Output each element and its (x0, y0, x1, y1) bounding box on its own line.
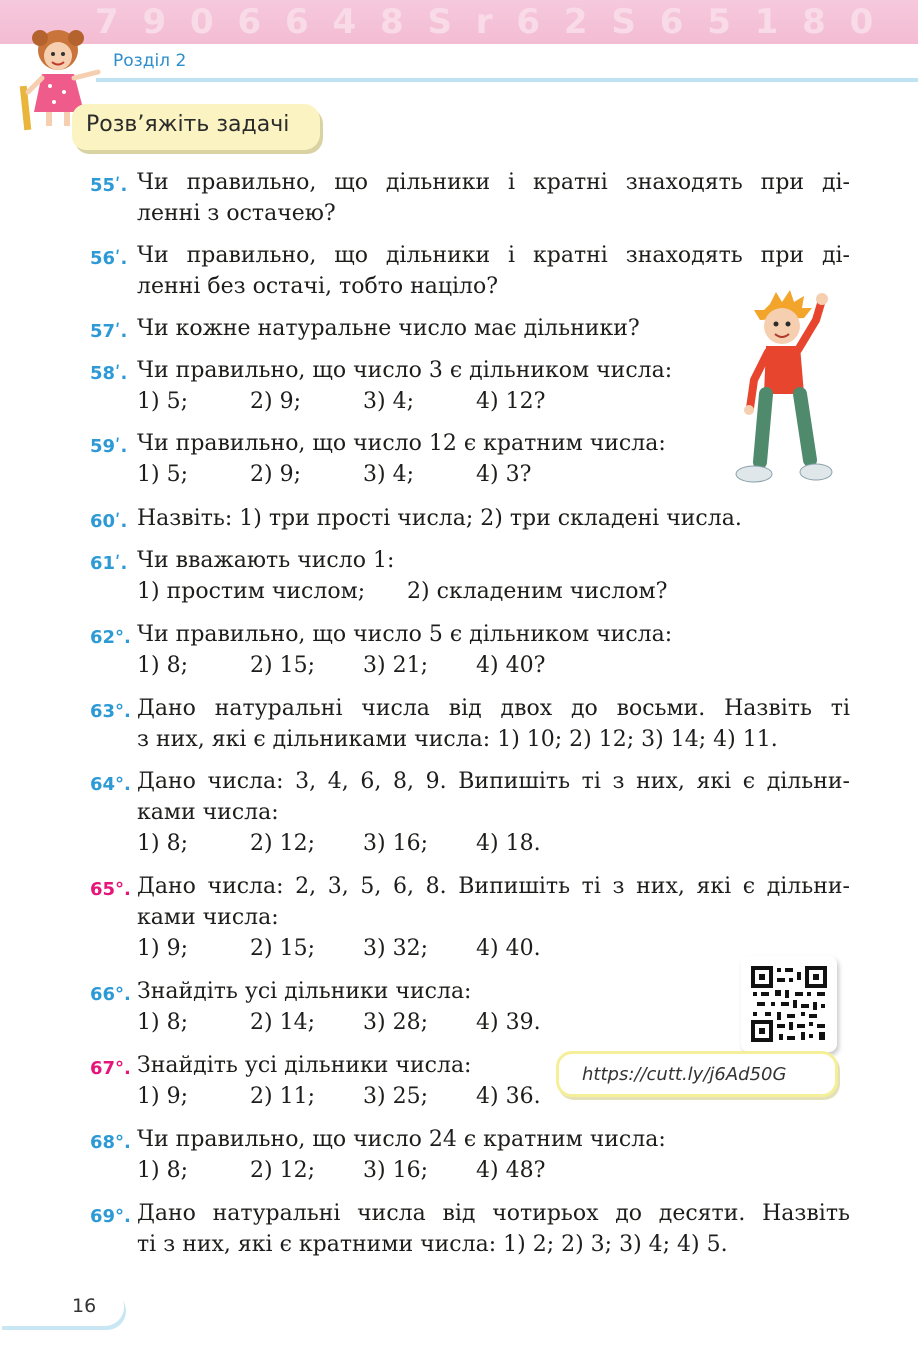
task-number: 57ʹ. (90, 321, 128, 342)
task-68 (90, 1124, 850, 1186)
task-text: Чи вважають число 1: (137, 548, 395, 573)
task-options (137, 650, 850, 681)
boy-waving-illustration-icon (730, 290, 840, 490)
task-option: 4) 12? (476, 389, 546, 414)
task-option: 1) 8; (137, 831, 188, 856)
task-number: 56ʹ. (90, 248, 128, 269)
task-text: 1) простим числом; 2) складеним числом? (137, 579, 668, 604)
task-option: 4) 3? (476, 462, 532, 487)
task-text: ті з них, які є кратними числа: 1) 2; 2) 3; 3) 4; 4) 5. (137, 1232, 728, 1257)
qr-code-icon (741, 956, 837, 1052)
task-option: 3) 28; (363, 1010, 428, 1035)
section-label: Розділ 2 (113, 51, 187, 71)
tasks-banner-title: Розв’яжіть задачі (86, 112, 290, 137)
qr-code-card[interactable] (741, 956, 837, 1052)
task-option: 3) 21; (363, 653, 428, 678)
task-option: 3) 4; (363, 389, 414, 414)
task-option: 4) 48? (476, 1158, 546, 1183)
task-option: 1) 5; (137, 462, 188, 487)
resource-link[interactable]: https://cutt.ly/j6Ad50G (582, 1064, 787, 1085)
task-text: Чи правильно, що дільники і кратні знаходять при ді- (137, 243, 850, 268)
task-65 (90, 871, 850, 964)
task-number: 58ʹ. (90, 363, 128, 384)
task-text: ками числа: (137, 800, 279, 825)
task-option: 4) 18. (476, 831, 541, 856)
task-text: Чи правильно, що число 12 є кратним числа: (137, 431, 666, 456)
task-text: Дано числа: 3, 4, 6, 8, 9. Випишіть ті з них, які є дільни- (137, 769, 850, 794)
task-number: 60ʹ. (90, 511, 128, 532)
task-60 (90, 503, 850, 534)
task-option: 1) 8; (137, 1010, 188, 1035)
task-62 (90, 619, 850, 681)
task-text: Чи правильно, що число 3 є дільником числа: (137, 358, 673, 383)
task-option: 4) 40. (476, 936, 541, 961)
task-option: 4) 36. (476, 1084, 541, 1109)
task-text: Дано натуральні числа від чотирьох до десяти. Назвіть (137, 1201, 850, 1226)
task-option: 1) 5; (137, 389, 188, 414)
task-option: 1) 8; (137, 653, 188, 678)
task-61 (90, 545, 850, 607)
task-number: 55ʹ. (90, 175, 128, 196)
task-option: 4) 39. (476, 1010, 541, 1035)
task-number: 65°. (90, 879, 131, 900)
task-number: 61ʹ. (90, 553, 128, 574)
task-63 (90, 693, 850, 755)
task-option: 3) 4; (363, 462, 414, 487)
task-55 (90, 167, 850, 229)
header-decorative-digits: 7 9 0 6 6 4 8 S r 6 2 S 6 5 1 8 0 (95, 2, 880, 42)
task-text: Назвіть: 1) три прості числа; 2) три складені числа. (137, 506, 742, 531)
page-number-tab (0, 1288, 124, 1326)
task-text: ленні з остачею? (137, 201, 336, 226)
task-69 (90, 1198, 850, 1260)
task-text: Знайдіть усі дільники числа: (137, 1053, 472, 1078)
task-number: 63°. (90, 701, 131, 722)
task-option: 3) 16; (363, 831, 428, 856)
task-option: 2) 9; (250, 462, 301, 487)
task-option: 3) 32; (363, 936, 428, 961)
task-option: 2) 9; (250, 389, 301, 414)
task-64 (90, 766, 850, 859)
task-text: Знайдіть усі дільники числа: (137, 979, 472, 1004)
task-number: 69°. (90, 1206, 131, 1227)
task-text: Дано натуральні числа від двох до восьми. Назвіть ті (137, 696, 850, 721)
task-options (137, 828, 850, 859)
task-option: 1) 9; (137, 1084, 188, 1109)
task-text: Чи правильно, що число 24 є кратним числа: (137, 1127, 666, 1152)
task-option: 2) 12; (250, 1158, 315, 1183)
task-options (137, 1155, 850, 1186)
task-text: Чи правильно, що дільники і кратні знаходять при ді- (137, 170, 850, 195)
task-option: 2) 11; (250, 1084, 315, 1109)
task-option: 3) 25; (363, 1084, 428, 1109)
task-text: Чи правильно, що число 5 є дільником числа: (137, 622, 673, 647)
task-66 (90, 976, 850, 1038)
task-text: ками числа: (137, 905, 279, 930)
task-text: ленні без остачі, тобто націло? (137, 274, 499, 299)
task-option: 2) 12; (250, 831, 315, 856)
task-number: 62°. (90, 627, 131, 648)
task-number: 59ʹ. (90, 436, 128, 457)
task-option: 2) 14; (250, 1010, 315, 1035)
task-option: 1) 9; (137, 936, 188, 961)
task-text: Чи кожне натуральне число має дільники? (137, 316, 640, 341)
task-number: 64°. (90, 774, 131, 795)
task-number: 66°. (90, 984, 131, 1005)
task-option: 4) 40? (476, 653, 546, 678)
task-number: 67°. (90, 1058, 131, 1079)
task-option: 3) 16; (363, 1158, 428, 1183)
task-text: з них, які є дільниками числа: 1) 10; 2) 12; 3) 14; 4) 11. (137, 727, 778, 752)
page-number: 16 (72, 1295, 97, 1317)
task-option: 1) 8; (137, 1158, 188, 1183)
task-number: 68°. (90, 1132, 131, 1153)
header-divider (96, 78, 918, 82)
task-text: Дано числа: 2, 3, 5, 6, 8. Випишіть ті з них, які є дільни- (137, 874, 850, 899)
task-option: 2) 15; (250, 653, 315, 678)
task-option: 2) 15; (250, 936, 315, 961)
